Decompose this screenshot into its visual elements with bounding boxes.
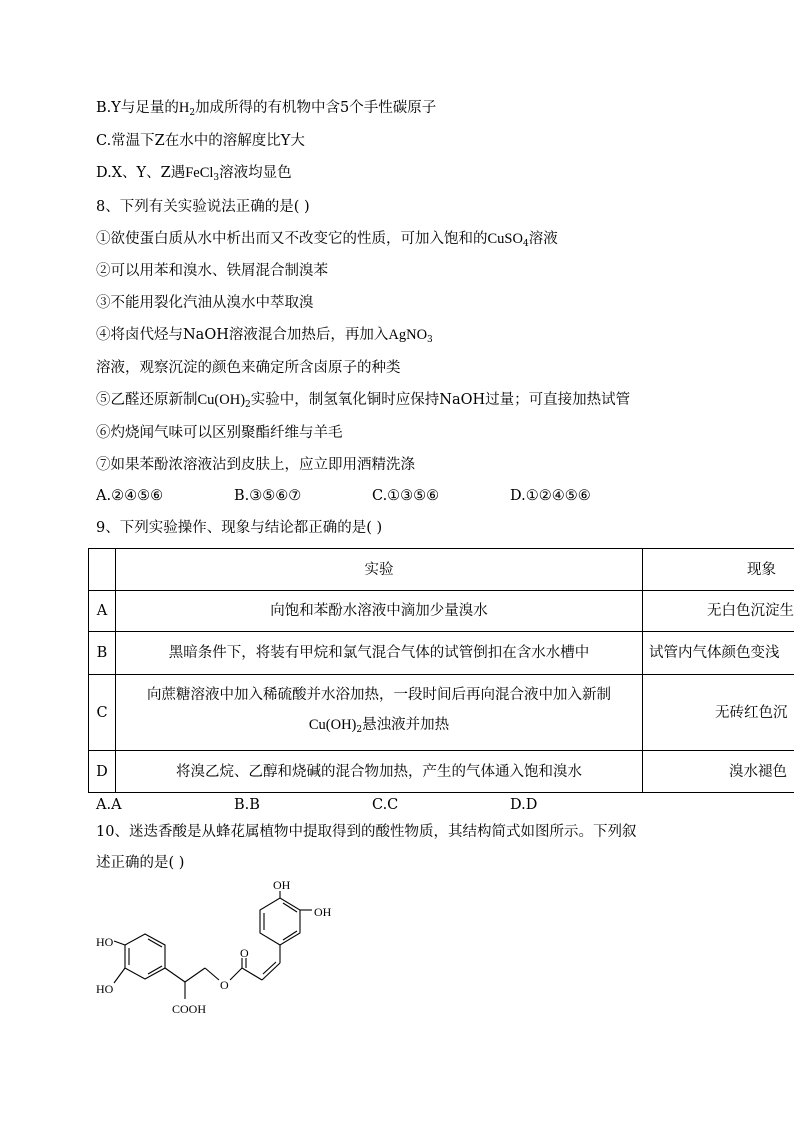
ho-bond-lower — [114, 968, 125, 983]
table-row — [89, 591, 794, 632]
q10-stem-line-1: 10、迷迭香酸是从蜂花属植物中提取得到的酸性物质，其结构简式如图所示。下列叙 — [96, 824, 637, 840]
header-experiment-cell: 实验 — [116, 549, 643, 591]
left-ring-double-bond — [148, 966, 162, 974]
row-phenomenon: 无砖红色沉 — [643, 675, 794, 751]
q8-statement-5: ⑤乙醛还原新制$Cu(OH)_2$实验中，制氢氧化铜时应保持NaOH过量；可直接加热试管 — [96, 392, 631, 410]
q8-option-b: B.③⑤⑥⑦ — [234, 488, 302, 504]
q8-statement-4: ④将卤代烃与NaOH溶液混合加热后，再加入AgNO$_3$ — [96, 327, 433, 345]
ho-label-lower: HO — [96, 982, 114, 996]
row-experiment: 将溴乙烷、乙醇和烧碱的混合物加热，产生的气体通入饱和溴水 — [116, 751, 643, 793]
q8-statement-3: ③不能用裂化汽油从溴水中萃取溴 — [96, 295, 314, 311]
q8-option-a: A.②④⑤⑥ — [96, 488, 164, 504]
row-phenomenon: 溴水褪色 — [643, 751, 794, 793]
ester-bond — [230, 968, 242, 980]
q7-option-b: B.Y与足量的$H_2$加成所得的有机物中含5个手性碳原子 — [96, 100, 437, 118]
row-label: B — [89, 632, 116, 675]
q9-option-c: C.C — [372, 797, 399, 813]
q9-experiment-table — [88, 548, 794, 793]
q9-option-a: A.A — [96, 797, 122, 813]
row-label: A — [89, 591, 116, 632]
left-benzene-ring — [125, 934, 165, 979]
q8-statement-2: ②可以用苯和溴水、铁屑混合制溴苯 — [96, 263, 328, 279]
q7-option-c: C.常温下Z在水中的溶解度比Y大 — [96, 133, 305, 149]
left-ring-double-bond — [148, 939, 162, 947]
q8-option-c: C.①③⑤⑥ — [372, 488, 440, 504]
row-experiment — [116, 675, 643, 751]
ester-o-label: O — [220, 978, 229, 992]
row-label: C — [89, 675, 116, 751]
table-row — [89, 675, 794, 751]
carbonyl-o-label: O — [240, 946, 249, 960]
q8-stem: 8、下列有关实验说法正确的是( ) — [96, 199, 310, 215]
oh-label-right: OH — [314, 905, 332, 919]
header-phenomenon-cell: 现象 — [643, 549, 794, 591]
q8-statement-7: ⑦如果苯酚浓溶液沾到皮肤上，应立即用酒精洗涤 — [96, 457, 415, 473]
oh-label-top: OH — [273, 878, 291, 892]
row-experiment-line-1: 向蔗糖溶液中加入稀硫酸并水浴加热，一段时间后再向混合液中加入新制 — [147, 687, 611, 703]
table-row — [89, 751, 794, 793]
q9-stem: 9、下列实验操作、现象与结论都正确的是( ) — [96, 520, 383, 536]
row-experiment: 黑暗条件下，将装有甲烷和氯气混合气体的试管倒扣在含水水槽中 — [116, 632, 643, 675]
chain-bond — [205, 968, 219, 980]
q8-statement-6: ⑥灼烧闻气味可以区别聚酯纤维与羊毛 — [96, 425, 343, 441]
table-header-row — [89, 549, 794, 591]
row-experiment-line-2: $Cu(OH)_2$悬浊液并加热 — [308, 717, 450, 735]
header-label-cell — [89, 549, 116, 591]
q8-option-d: D.①②④⑤⑥ — [510, 488, 591, 504]
ho-bond-upper — [114, 941, 125, 945]
chain-bond — [185, 968, 205, 982]
q8-statement-4-continued: 溶液，观察沉淀的颜色来确定所含卤原子的种类 — [96, 360, 401, 376]
cooh-label: COOH — [172, 1002, 207, 1016]
q10-stem-line-2: 述正确的是( ) — [96, 855, 185, 871]
alkene-double-bond — [262, 963, 280, 980]
ho-label-upper: HO — [96, 935, 114, 949]
table-row — [89, 632, 794, 675]
q9-option-b: B.B — [234, 797, 260, 813]
chain-bond — [165, 968, 185, 982]
row-phenomenon: 试管内气体颜色变浅 — [643, 632, 794, 675]
q9-option-d: D.D — [510, 797, 538, 813]
row-experiment: 向饱和苯酚水溶液中滴加少量溴水 — [116, 591, 643, 632]
right-benzene-ring — [260, 898, 300, 945]
q7-option-d: D.X、Y、Z遇FeCl$_3$溶液均显色 — [96, 165, 292, 183]
row-label: D — [89, 751, 116, 793]
rosmarinic-acid-structure-diagram — [90, 875, 350, 1025]
row-phenomenon: 无白色沉淀生 — [643, 591, 794, 632]
q8-statement-1: ①欲使蛋白质从水中析出而又不改变它的性质，可加入饱和的CuSO$_4$溶液 — [96, 231, 558, 249]
alkene-bond — [242, 968, 262, 980]
